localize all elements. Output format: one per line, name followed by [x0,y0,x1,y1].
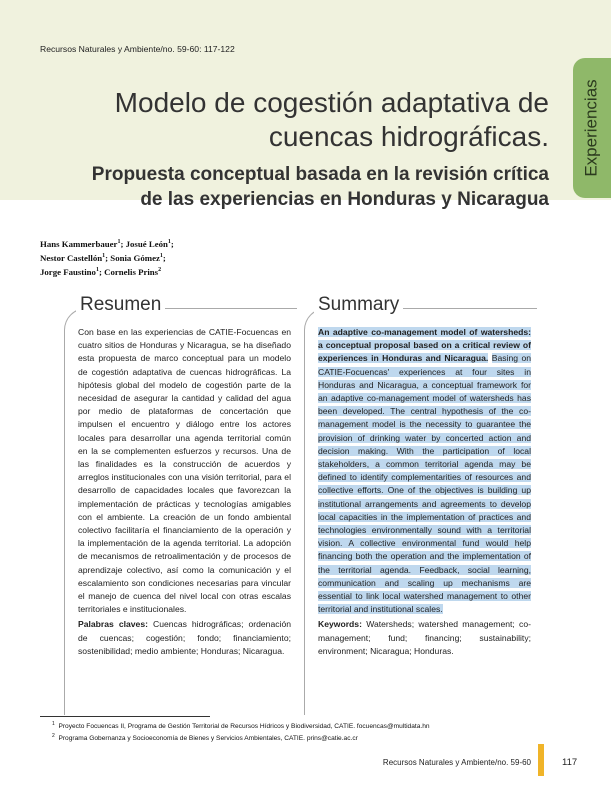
summary-body: Basing on CATIE-Focuencas' experiences at four sites in Honduras and Nicaragua, a conceptual framework for an adaptive co-management model of watersheds has been developed. The central hypothesis of the co-management model is the necessity to guarantee the provision of drinking water by concerted action and decision making. With the participation of local stakeholders, a common territorial agenda may be defined to identify complementarities of resources and collective efforts. One of the objectives is building up institutional arrangements and agreements to develop local capacities in the implementation of practices and technologies environmentally sound with a territorial vision. A collective environmental fund would help financing both the operation and the implementation of the territorial agenda. Feedback, social learning, communication and scaling up mechanisms are essential to link local watershed management to other territorial and institutional scales. [318,353,532,615]
summary-keywords-label: Keywords: [318,619,362,630]
summary-column [318,326,531,658]
article-title [69,86,549,154]
author: Jorge Faustino [40,266,96,277]
footer-accent-bar [538,744,544,776]
resumen-heading: Resumen [76,294,165,316]
page-number: 117 [562,757,578,768]
author: Nestor Castellón [40,252,103,263]
subtitle-line-1: Propuesta conceptual basada en la revisión crítica [91,164,549,185]
article-subtitle [69,162,549,212]
summary-keywords: Watersheds; watershed management; co-management; fund; financing; sustainability; environment; Nicaragua; Honduras. [318,619,531,656]
footnote-1: $^1$ Proyecto Focuencas II, Programa de Gestión Territorial de Recursos Hídricos y Biodiversidad, CATIE. focuencas@multidata.hn [52,721,430,731]
footnotes [52,720,430,744]
summary-heading: Summary [314,294,403,316]
title-line-2: cuencas hidrográficas. [268,121,549,152]
author-list: Hans Kammerbauer$^1$; Josué León$^1$; Nestor Castellón$^1$; Sonia Gómez$^1$; Jorge Faustino$^1$; Cornelis Prins$^2$ [40,238,174,277]
author: Sonia Gómez [110,252,160,263]
footer-journal: Recursos Naturales y Ambiente/no. 59-60 [382,758,531,767]
journal-citation: Recursos Naturales y Ambiente/no. 59-60: 117-122 [40,44,235,54]
summary-title: An adaptive co-management model of watersheds: a conceptual proposal based on a critical review of experiences in Honduras and Nicaragua. [318,327,531,364]
title-line-1: Modelo de cogestión adaptativa de [114,87,549,118]
author: Hans Kammerbauer [40,238,118,249]
author: Josué León [125,238,168,249]
footnote-2: $^2$ Programa Gobernanza y Socioeconomía de Bienes y Servicios Ambientales, CATIE. prins@catie.ac.cr [52,732,358,742]
section-tab [573,58,611,198]
resumen-body: Con base en las experiencias de CATIE-Focuencas en cuatro sitios de Honduras y Nicaragua, se ha diseñado esta propuesta de marco conceptual para un modelo de cogestión adaptativa de cuencas hidrográficas. La hipótesis global del modelo de cogestión parte de la necesidad de asegurar la cantidad y calidad del agua por medio de plataformas de concertación que impulsen el encuentro y diálogo entre los actores locales para desarrollar una agenda territorial común en la se complementen esfuerzos y recursos. Una de las finalidades es la construcción de acuerdos y arreglos institucionales con una visión territorial, para el desarrollo de capacidades locales que favorezcan la implementación de prácticas y tecnologías amigables con el ambiente. La creación de un fondo ambiental colectivo facilitaría el financiamiento de la operación y la implementación de la agenda territorial. La adopción de mecanismos de retroalimentación y de procesos de aprendizaje colectivo, así como la comunicación y el escalamiento son condiciones necesarias para vincular el manejo de cuenca del nivel local con otras escalas territoriales e institucionales. [78,327,291,615]
resumen-keywords: Cuencas hidrográficas; ordenación de cuencas; cogestión; fondo; financiamiento; sostenibilidad; medio ambiente; Honduras; Nicaragua. [78,619,291,656]
resumen-keywords-label: Palabras claves: [78,619,148,630]
author: Cornelis Prins [104,266,159,277]
section-label: Experiencias [582,79,602,177]
subtitle-line-2: de las experiencias en Honduras y Nicaragua [140,189,549,210]
resumen-column [78,326,291,658]
footnote-rule [40,716,210,717]
